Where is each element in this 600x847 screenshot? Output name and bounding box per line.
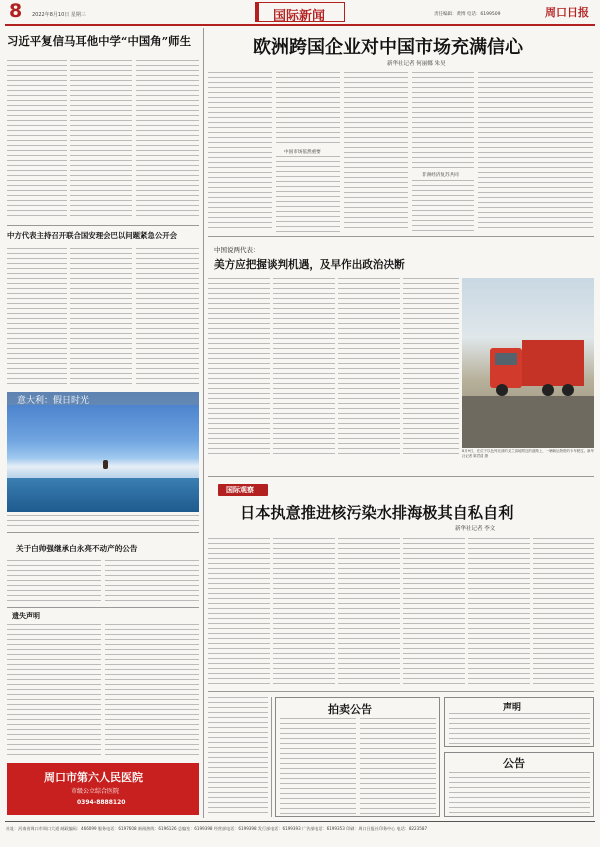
divider	[208, 691, 594, 692]
hospital-ad	[7, 763, 199, 815]
sea-wave	[7, 478, 199, 512]
divider	[7, 607, 199, 608]
lead-body	[478, 72, 593, 232]
notice2-body	[105, 624, 199, 759]
divider	[7, 225, 199, 226]
divider	[208, 236, 594, 237]
column-divider	[203, 28, 204, 818]
notice1-title: 关于白帅强继承白永亮不动产的公告	[16, 544, 138, 553]
truck-trailer	[522, 340, 584, 386]
japan-body	[273, 538, 335, 688]
notice1-body	[7, 560, 101, 604]
swimmer-figure	[103, 460, 108, 469]
truck-photo-caption: 8月9日，在位于以色列北部的戈兰高地附近的道路上，一辆载运物资的卡车驶过。新华社记者 陈君清 摄	[462, 449, 594, 458]
lead-body	[276, 156, 340, 232]
truck-wheel	[562, 384, 574, 396]
gonggao-title: 公告	[503, 757, 525, 770]
palestine-body	[273, 278, 335, 455]
shengming-title: 声明	[503, 703, 522, 713]
japan-body	[338, 538, 400, 688]
gonggao-body	[449, 772, 590, 815]
japan-headline: 日本执意推进核污染水排海极其自私自利	[240, 504, 514, 522]
japan-body	[533, 538, 594, 688]
column-divider	[271, 697, 272, 817]
palestine-body	[338, 278, 400, 455]
lead-body	[344, 72, 408, 232]
gonggao-notice	[444, 752, 594, 817]
divider	[208, 476, 594, 477]
truck-photo	[462, 278, 594, 448]
story2-body	[136, 248, 199, 388]
photo-caption-text	[7, 515, 199, 529]
lead-body	[208, 72, 272, 232]
story2-body	[70, 248, 132, 388]
ad-subtitle: 市级公立综合医院	[71, 788, 120, 795]
lead-body	[276, 72, 340, 147]
notice2-body	[7, 624, 101, 759]
notice2-title: 遗失声明	[12, 611, 40, 620]
footer-line: 社址：河南省周口市周口大道 邮政编码：466099 服务电话：6197608 新闻热线：6196126 总编室：6199398 经营部电话：6199398 发行部电话：6199393 广告部电话：6199353 印刷：周口日报社印务中心 电话：8223587	[6, 826, 428, 831]
story2-headline: 中方代表主持召开联合国安理会巴以问题紧急公开会	[7, 231, 177, 240]
auction-body	[280, 718, 356, 814]
masthead-rule	[5, 24, 595, 26]
palestine-body	[403, 278, 459, 455]
footer-rule	[5, 821, 595, 822]
lead-byline: 新华社记者 何丽娜 朱昊	[387, 61, 446, 67]
ad-phone: 0394-8888120	[77, 799, 126, 806]
lead-headline: 欧洲跨国企业对中国市场充满信心	[253, 37, 523, 58]
editor-line: 责任编辑：黄博 电话：6199509	[434, 12, 501, 17]
observe-tag-label: 国际观察	[226, 486, 254, 494]
shengming-notice	[444, 697, 594, 747]
truck-windshield	[495, 353, 517, 365]
page-number: 8	[9, 0, 23, 22]
misc-notice-body	[208, 697, 268, 817]
palestine-headline: 美方应把握谈判机遇，及早作出政治决断	[214, 259, 405, 271]
truck-wheel	[496, 384, 508, 396]
story1-body	[70, 60, 132, 220]
palestine-body	[208, 278, 270, 455]
sub2-label: 非洲经济复苏共同	[422, 173, 459, 178]
date-line: 2022年8月10日 星期三	[32, 12, 86, 18]
seaside-photo	[7, 392, 199, 512]
ad-title: 周口市第六人民医院	[44, 771, 143, 784]
story1-body	[7, 60, 67, 220]
observe-tag	[218, 484, 268, 496]
paper-name: 周口日报	[545, 6, 589, 19]
japan-body	[208, 538, 270, 688]
masthead	[0, 0, 600, 27]
lead-body	[412, 72, 474, 169]
shengming-body	[449, 713, 590, 745]
japan-body	[403, 538, 465, 688]
sub1-label: 中国市场依然重要	[284, 150, 321, 155]
story2-body	[7, 248, 67, 388]
lead-body	[412, 180, 474, 232]
section-title-label: 国际新闻	[273, 9, 326, 24]
divider	[7, 532, 199, 533]
section-title	[255, 2, 345, 22]
truck-wheel	[542, 384, 554, 396]
photo-caption: 意大利：假日时光	[17, 396, 90, 406]
palestine-kicker: 中国说两代表：	[214, 246, 260, 254]
road	[462, 396, 594, 448]
story1-body	[136, 60, 199, 220]
notice1-body	[105, 560, 199, 604]
auction-body	[360, 718, 436, 814]
auction-notice	[275, 697, 440, 817]
japan-byline: 新华社记者 李文	[455, 526, 496, 532]
japan-body	[468, 538, 530, 688]
story1-headline: 习近平复信马耳他中学“中国角”师生	[7, 34, 191, 48]
auction-title: 拍卖公告	[328, 703, 372, 716]
